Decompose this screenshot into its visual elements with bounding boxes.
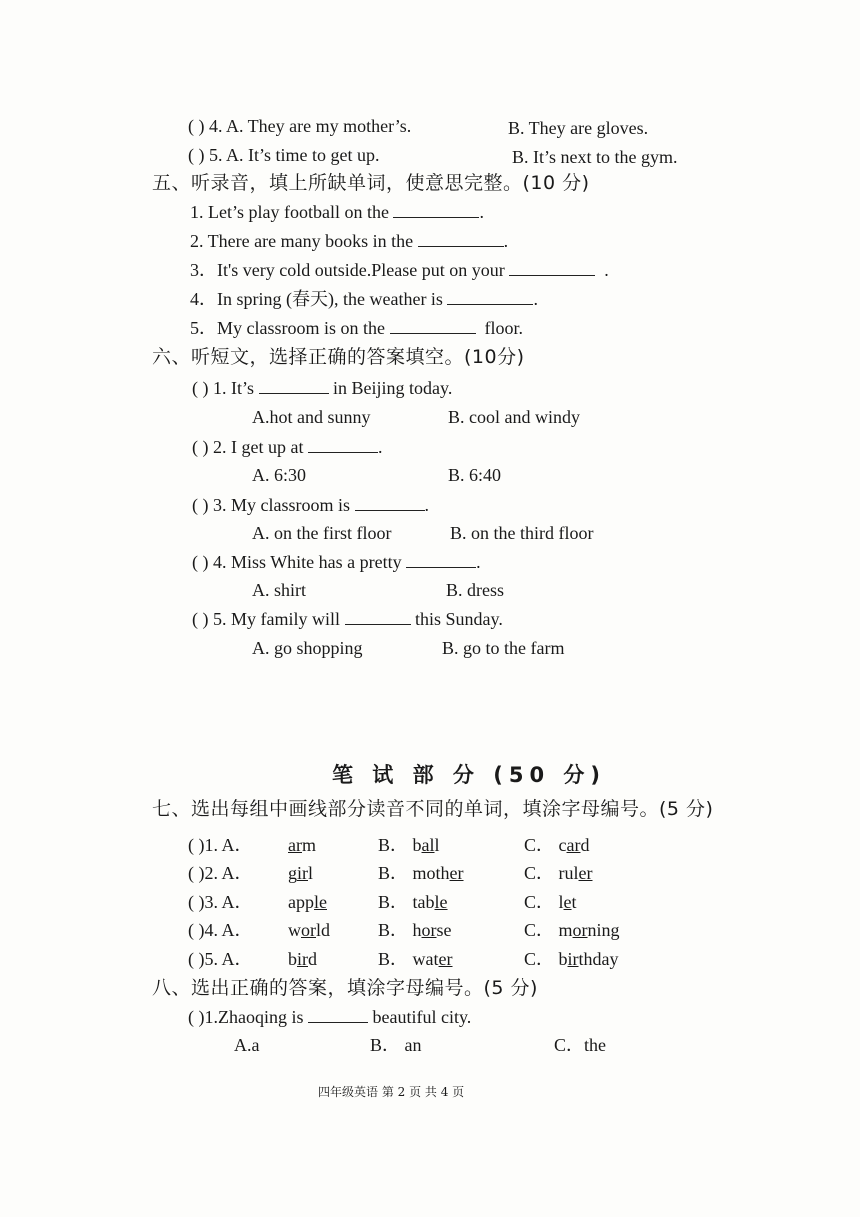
underlined-segment: ir: [297, 949, 308, 969]
part4-q5: ( ) 5. A. It’s time to get up.: [188, 145, 380, 165]
fill-blank[interactable]: [509, 259, 595, 276]
word: ruler: [558, 863, 593, 883]
question-number: 1. A．: [204, 835, 253, 855]
part6-q2-option-a: A. 6:30: [252, 465, 306, 485]
answer-paren[interactable]: ( ): [188, 892, 205, 912]
underlined-segment: or: [572, 920, 588, 940]
part5-item-1: 1. Let’s play football on the .: [190, 202, 484, 222]
part6-q5: ( ) 5. My family will this Sunday.: [192, 609, 503, 629]
underlined-segment: or: [301, 920, 316, 940]
option-b: B． ball: [378, 835, 440, 855]
answer-paren[interactable]: ( ): [192, 437, 209, 457]
part8-q1-option-a: A.a: [234, 1035, 260, 1055]
part6-heading: 六、听短文，选择正确的答案填空。(10分): [152, 346, 525, 368]
part5-heading: 五、听录音，填上所缺单词，使意思完整。(10 分): [152, 172, 590, 194]
underlined-segment: ar: [566, 835, 581, 855]
word: ball: [412, 835, 440, 855]
answer-paren[interactable]: ( ): [192, 495, 209, 515]
option-a-word: [288, 862, 313, 884]
option-a-word: [288, 948, 317, 970]
answer-paren[interactable]: ( ): [188, 920, 205, 940]
part6-q2: ( ) 2. I get up at .: [192, 437, 383, 457]
answer-paren[interactable]: ( ): [192, 609, 209, 629]
word: horse: [412, 920, 452, 940]
answer-paren[interactable]: ( ): [188, 835, 205, 855]
fill-blank: [406, 551, 476, 568]
question-number: 4. A．: [204, 920, 253, 940]
fill-blank: [345, 608, 411, 625]
underlined-segment: er: [438, 949, 453, 969]
answer-paren[interactable]: ( ): [188, 145, 205, 165]
question-number: 2. A．: [204, 863, 253, 883]
part6-q1-option-b: B. cool and windy: [448, 407, 580, 427]
word: let: [558, 892, 577, 912]
part7-row-4: [188, 919, 253, 941]
part4-q4-option-b: B. They are gloves.: [508, 118, 649, 138]
part6-q2-option-b: B. 6:40: [448, 465, 502, 485]
word: apple: [288, 892, 327, 912]
part6-q4-option-b: B. dress: [446, 580, 504, 600]
word: birthday: [558, 949, 619, 969]
underlined-segment: le: [314, 892, 327, 912]
part7-row-5: [188, 948, 253, 970]
fill-blank[interactable]: [393, 201, 479, 218]
part6-q5-option-a: A. go shopping: [252, 638, 363, 658]
word: world: [288, 920, 331, 940]
underlined-segment: ir: [567, 949, 579, 969]
option-c: C． card: [524, 835, 590, 855]
part5-item-2: 2. There are many books in the .: [190, 231, 509, 251]
word: arm: [288, 835, 316, 855]
underlined-segment: al: [421, 835, 435, 855]
word: table: [412, 892, 448, 912]
option-b: B． horse: [378, 920, 452, 940]
option-c: C． birthday: [524, 949, 619, 969]
answer-paren[interactable]: ( ): [188, 949, 205, 969]
underlined-segment: e: [563, 892, 572, 912]
option-a-word: [288, 919, 330, 941]
option-a-word: [288, 834, 316, 856]
word: water: [412, 949, 453, 969]
option-a-word: [288, 891, 327, 913]
part5-item-5: 5．My classroom is on the floor.: [190, 318, 523, 338]
option-c: C． ruler: [524, 863, 593, 883]
answer-paren[interactable]: ( ): [188, 116, 205, 136]
fill-blank[interactable]: [447, 288, 533, 305]
section-title: 笔 试 部 分 (50 分): [332, 763, 606, 787]
answer-paren[interactable]: ( ): [188, 1007, 205, 1027]
part7-row-2: [188, 862, 253, 884]
part6-q3: ( ) 3. My classroom is .: [192, 495, 429, 515]
part7-heading: 七、选出每组中画线部分读音不同的单词，填涂字母编号。(5 分): [152, 798, 714, 820]
fill-blank: [308, 436, 378, 453]
part5-item-3: 3．It's very cold outside.Please put on your .: [190, 260, 609, 280]
part6-q4-option-a: A. shirt: [252, 580, 306, 600]
underlined-segment: ar: [288, 835, 302, 855]
option-c: C． morning: [524, 920, 620, 940]
word: morning: [558, 920, 620, 940]
part7-row-1: [188, 834, 253, 856]
fill-blank: [308, 1006, 368, 1023]
word: card: [558, 835, 590, 855]
underlined-segment: er: [449, 863, 464, 883]
part8-q1-option-c: C．the: [554, 1035, 606, 1055]
fill-blank[interactable]: [390, 317, 476, 334]
option-b: B． water: [378, 949, 453, 969]
part4-q4: ( ) 4. A. They are my mother’s.: [188, 116, 412, 136]
answer-paren[interactable]: ( ): [188, 863, 205, 883]
answer-paren[interactable]: ( ): [192, 552, 209, 572]
part8-q1-option-b: B． an: [370, 1035, 422, 1055]
underlined-segment: ir: [297, 863, 308, 883]
part4-q5-option-b: B. It’s next to the gym.: [512, 147, 678, 167]
part6-q1: ( ) 1. It’s in Beijing today.: [192, 378, 453, 398]
part7-row-3: [188, 891, 253, 913]
option-b: B． table: [378, 892, 448, 912]
answer-paren[interactable]: ( ): [192, 378, 209, 398]
part6-q5-option-b: B. go to the farm: [442, 638, 565, 658]
part6-q1-option-a: A.hot and sunny: [252, 407, 371, 427]
part6-q3-option-a: A. on the first floor: [252, 523, 392, 543]
part6-q3-option-b: B. on the third floor: [450, 523, 594, 543]
option-b: B． mother: [378, 863, 464, 883]
part8-heading: 八、选出正确的答案，填涂字母编号。(5 分): [152, 977, 538, 999]
word: girl: [288, 863, 314, 883]
question-number: 3. A．: [204, 892, 253, 912]
page-footer: 四年级英语 第 2 页 共 4 页: [318, 1085, 465, 1099]
underlined-segment: or: [421, 920, 437, 940]
question-number: 5. A．: [204, 949, 253, 969]
underlined-segment: le: [434, 892, 448, 912]
part6-q4: ( ) 4. Miss White has a pretty .: [192, 552, 481, 572]
fill-blank: [355, 494, 425, 511]
word: bird: [288, 949, 317, 969]
option-c: C． let: [524, 892, 577, 912]
fill-blank: [259, 377, 329, 394]
underlined-segment: er: [578, 863, 593, 883]
part5-item-4: 4．In spring (春天), the weather is .: [190, 289, 538, 309]
fill-blank[interactable]: [418, 230, 504, 247]
word: mother: [412, 863, 464, 883]
part8-q1: ( )1.Zhaoqing is beautiful city.: [188, 1007, 472, 1027]
